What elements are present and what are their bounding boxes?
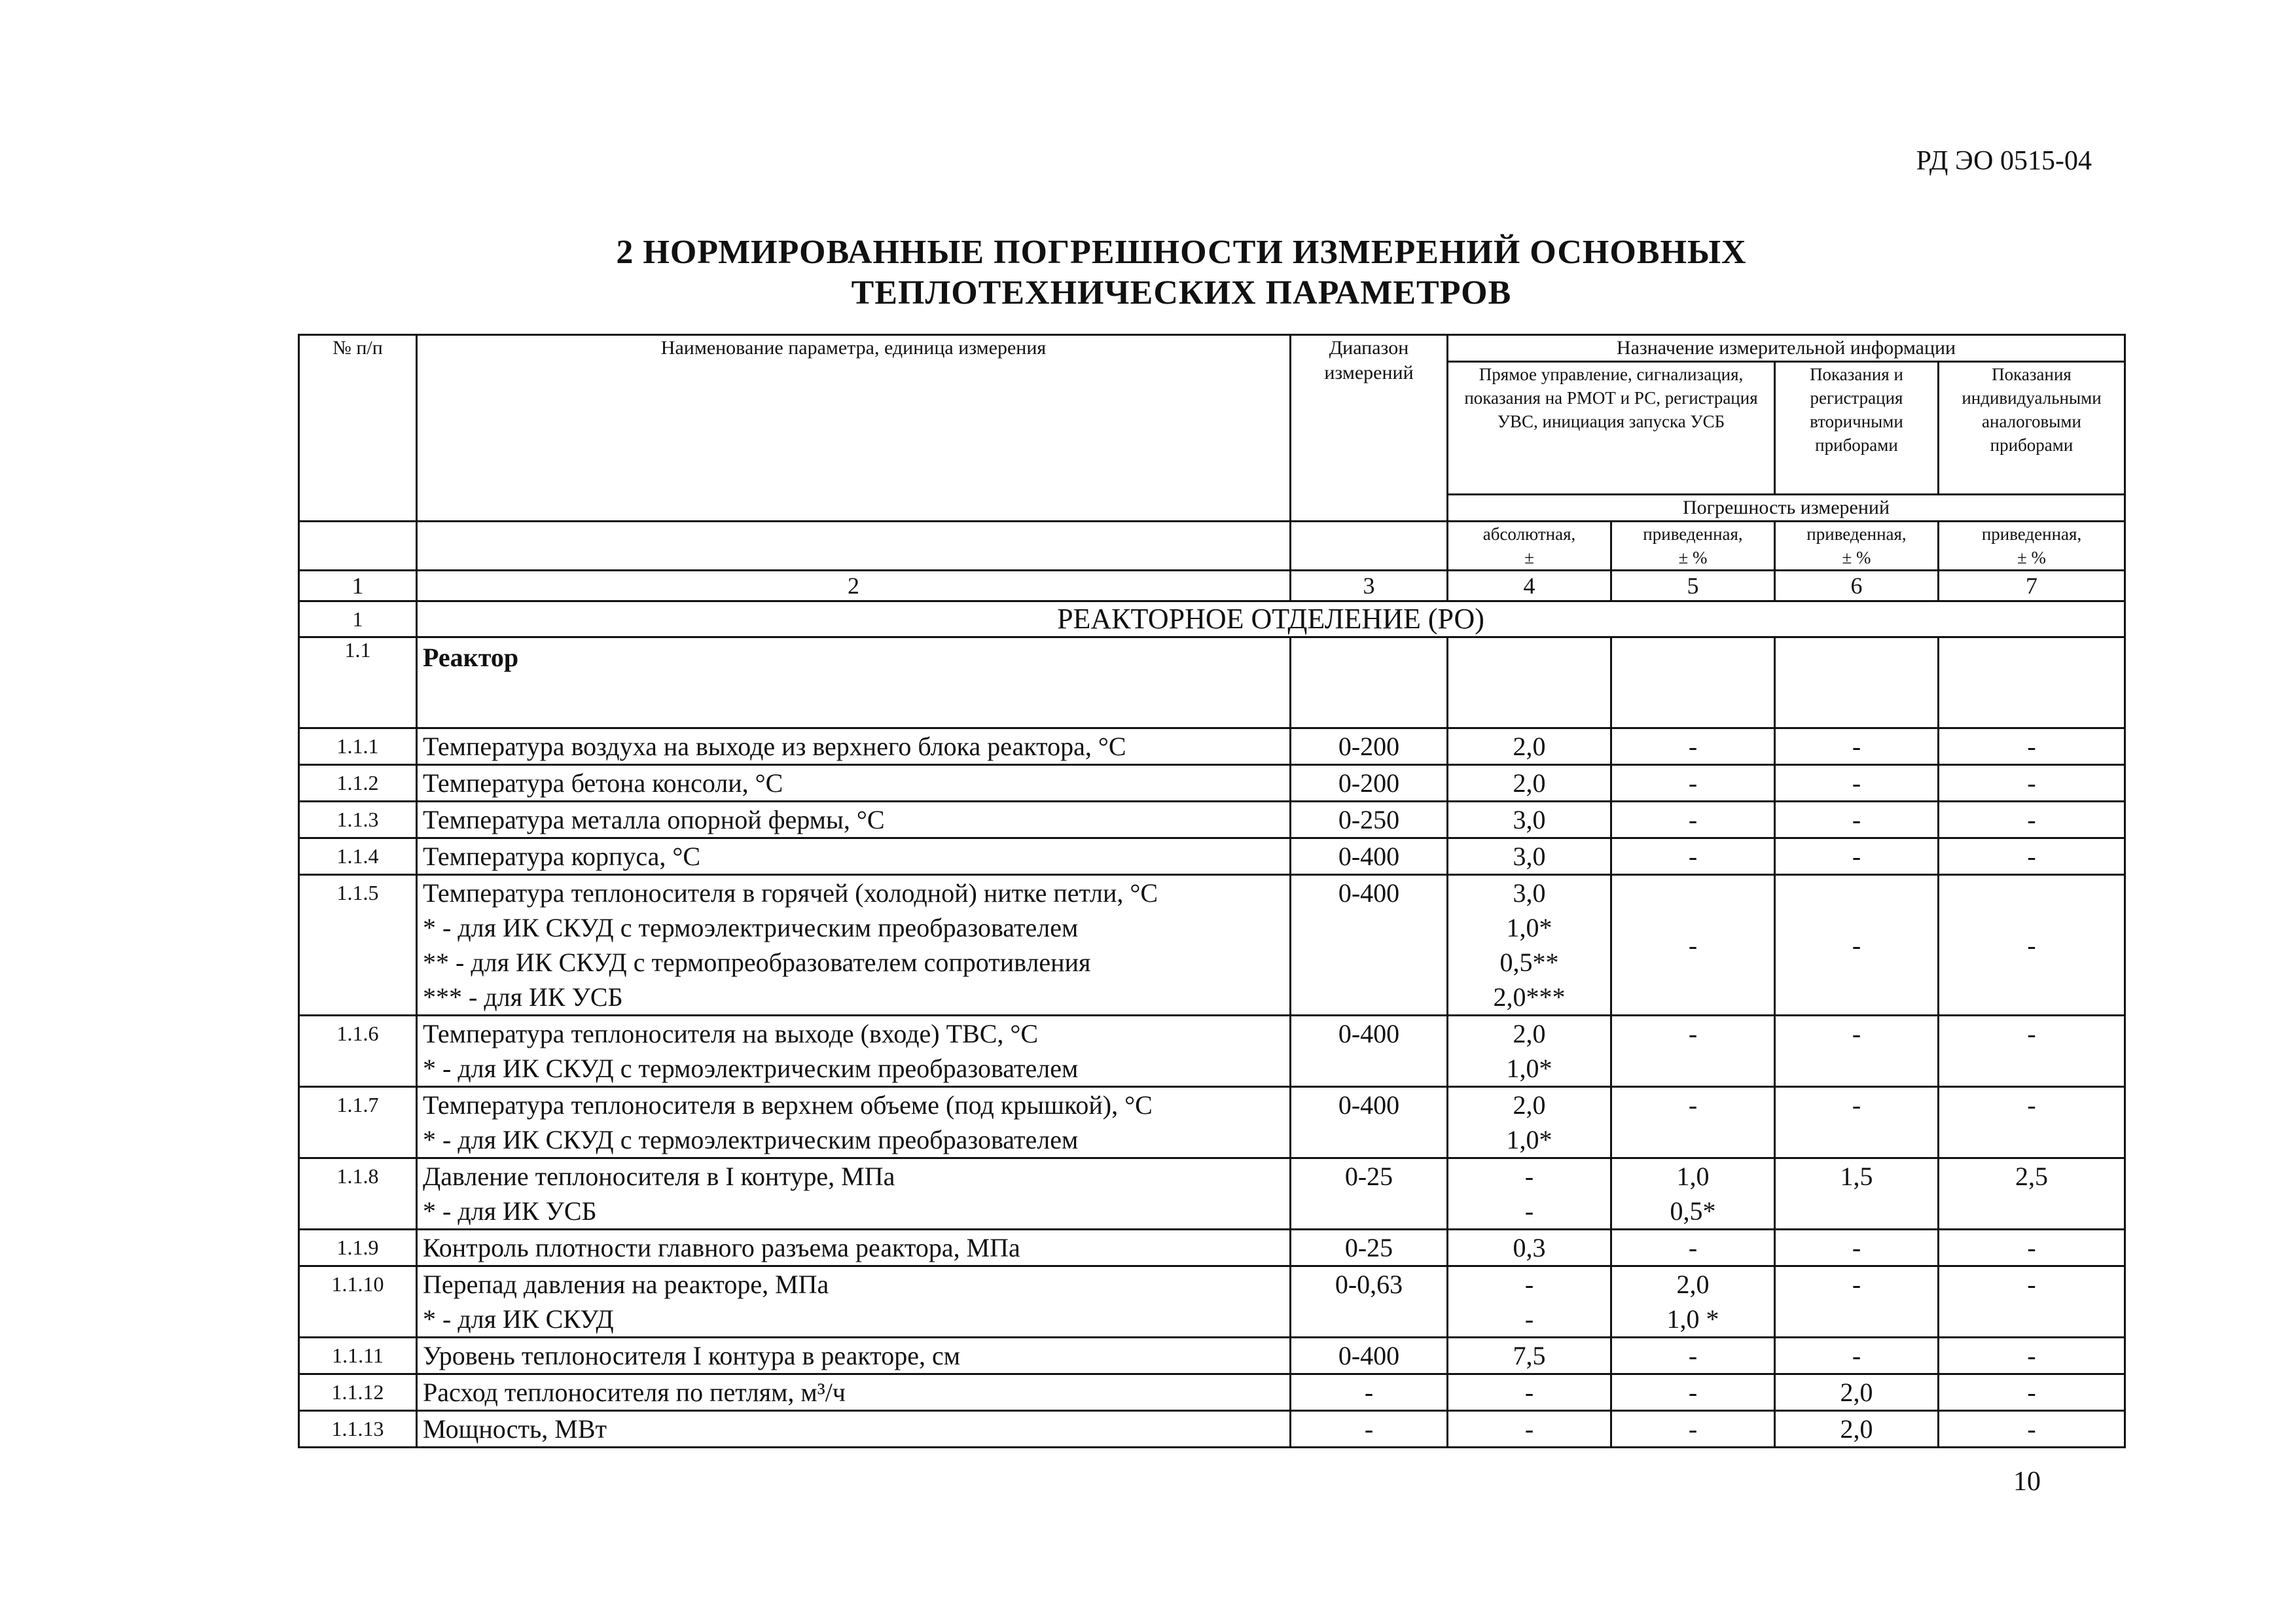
error-reduced-individual — [1939, 1016, 2125, 1087]
error-reduced-individual-line: - — [2027, 805, 2036, 834]
parameter-name — [417, 1266, 1291, 1338]
error-reduced-direct-line: - — [1688, 768, 1698, 798]
table-row — [299, 1016, 2125, 1087]
column-number: 7 — [1939, 571, 2125, 601]
measurement-range: 0-400 — [1291, 875, 1448, 1016]
error-reduced-secondary-line: - — [1852, 1341, 1861, 1370]
error-reduced-individual — [1939, 875, 2125, 1016]
header-reduced-5: приведенная, ± % — [1611, 522, 1775, 571]
row-number: 1.1.6 — [299, 1016, 417, 1087]
parameter-name-line: * - для ИК СКУД с термоэлектрическим преобразователем — [423, 1125, 1079, 1154]
error-reduced-secondary — [1775, 1411, 1939, 1448]
parameter-name-line: *** - для ИК УСБ — [423, 982, 623, 1012]
error-reduced-secondary-line: - — [1852, 1233, 1861, 1262]
error-reduced-individual-line: - — [2027, 1414, 2036, 1444]
error-reduced-individual-line: - — [2027, 768, 2036, 798]
parameter-name — [417, 728, 1291, 765]
header-reduced-7: приведенная, ± % — [1939, 522, 2125, 571]
row-number: 1.1.1 — [299, 728, 417, 765]
error-reduced-direct — [1611, 1087, 1775, 1158]
parameter-name — [417, 1374, 1291, 1411]
parameter-name-line: ** - для ИК СКУД с термопреобразователем сопротивления — [423, 948, 1091, 977]
error-reduced-direct — [1611, 1016, 1775, 1087]
error-absolute — [1448, 875, 1611, 1016]
document-code: РД ЭО 0515-04 — [1916, 146, 2092, 176]
error-absolute-line: - — [1524, 1270, 1534, 1299]
error-reduced-secondary — [1775, 1230, 1939, 1266]
section-row — [299, 601, 2125, 637]
parameter-name-line: * - для ИК СКУД с термоэлектрическим преобразователем — [423, 1054, 1079, 1083]
error-reduced-direct — [1611, 728, 1775, 765]
error-reduced-secondary — [1775, 1266, 1939, 1338]
row-number: 1.1.8 — [299, 1158, 417, 1230]
parameter-name-line: Температура теплоносителя на выходе (входе) ТВС, °С — [423, 1019, 1039, 1048]
parameter-name-line: Температура металла опорной фермы, °С — [423, 805, 885, 834]
parameter-name — [417, 765, 1291, 802]
header-parameter-name: Наименование параметра, единица измерения — [417, 335, 1291, 522]
row-number: 1.1.4 — [299, 838, 417, 875]
error-absolute-line: 1,0* — [1506, 913, 1552, 942]
row-number: 1.1.9 — [299, 1230, 417, 1266]
error-reduced-secondary-line: - — [1852, 930, 1861, 960]
header-absolute: абсолютная, ± — [1448, 522, 1611, 571]
subsection-row — [299, 637, 2125, 728]
row-number: 1.1.2 — [299, 765, 417, 802]
row-number: 1.1.10 — [299, 1266, 417, 1338]
column-number: 6 — [1775, 571, 1939, 601]
error-reduced-secondary-line: 2,0 — [1840, 1378, 1873, 1407]
error-reduced-direct — [1611, 1338, 1775, 1374]
measurement-range: 0-200 — [1291, 765, 1448, 802]
error-reduced-individual — [1939, 1411, 2125, 1448]
error-reduced-individual-line: - — [2027, 842, 2036, 871]
error-absolute-line: 7,5 — [1513, 1341, 1546, 1370]
error-absolute-line: 3,0 — [1513, 878, 1546, 908]
error-reduced-direct-line: - — [1688, 1341, 1698, 1370]
error-reduced-individual — [1939, 765, 2125, 802]
error-absolute — [1448, 1087, 1611, 1158]
table-row — [299, 802, 2125, 838]
error-absolute — [1448, 838, 1611, 875]
measurement-range: - — [1291, 1374, 1448, 1411]
parameter-name — [417, 1158, 1291, 1230]
header-number: № п/п — [299, 335, 417, 522]
error-reduced-secondary — [1775, 875, 1939, 1016]
error-reduced-secondary-line: 1,5 — [1840, 1162, 1873, 1191]
header-purpose-direct: Прямое управление, сигнализация, показания на РМОТ и РС, регистрация УВС, инициация запуска УСБ — [1448, 362, 1775, 495]
error-reduced-secondary — [1775, 802, 1939, 838]
error-reduced-direct — [1611, 1230, 1775, 1266]
error-absolute — [1448, 1016, 1611, 1087]
error-absolute — [1448, 765, 1611, 802]
header-purpose-individual: Показания индивидуальными аналоговыми приборами — [1939, 362, 2125, 495]
parameter-name — [417, 1016, 1291, 1087]
error-reduced-direct — [1611, 802, 1775, 838]
parameter-name — [417, 1411, 1291, 1448]
table-body — [299, 571, 2125, 1448]
row-number: 1.1.13 — [299, 1411, 417, 1448]
error-reduced-individual — [1939, 1087, 2125, 1158]
table-row — [299, 1158, 2125, 1230]
error-reduced-secondary — [1775, 1338, 1939, 1374]
measurement-range: - — [1291, 1411, 1448, 1448]
parameter-name-line: Температура теплоносителя в верхнем объеме (под крышкой), °С — [423, 1090, 1153, 1120]
error-reduced-secondary — [1775, 765, 1939, 802]
error-reduced-secondary — [1775, 838, 1939, 875]
error-absolute-line: 2,0 — [1513, 1019, 1546, 1048]
header-reduced-6: приведенная, ± % — [1775, 522, 1939, 571]
table-row — [299, 765, 2125, 802]
parameter-name-line: Давление теплоносителя в I контуре, МПа — [423, 1162, 895, 1191]
error-reduced-individual — [1939, 1266, 2125, 1338]
parameter-name — [417, 1230, 1291, 1266]
error-reduced-individual — [1939, 1374, 2125, 1411]
parameter-name-line: Контроль плотности главного разъема реактора, МПа — [423, 1233, 1020, 1262]
section-number: 1 — [299, 601, 417, 637]
title-line-2: ТЕПЛОТЕХНИЧЕСКИХ ПАРАМЕТРОВ — [851, 274, 1512, 312]
measurement-range: 0-200 — [1291, 728, 1448, 765]
error-reduced-direct-line: - — [1688, 930, 1698, 960]
error-reduced-direct — [1611, 1374, 1775, 1411]
parameter-name-line: Расход теплоносителя по петлям, м³/ч — [423, 1378, 846, 1407]
error-reduced-secondary-line: - — [1852, 1270, 1861, 1299]
parameter-name-line: * - для ИК СКУД — [423, 1304, 614, 1334]
error-reduced-individual-line: - — [2027, 1270, 2036, 1299]
column-number: 3 — [1291, 571, 1448, 601]
error-reduced-individual — [1939, 1158, 2125, 1230]
error-reduced-direct-line: - — [1688, 1090, 1698, 1120]
parameter-name — [417, 838, 1291, 875]
error-reduced-direct — [1611, 875, 1775, 1016]
parameter-name — [417, 1087, 1291, 1158]
table-row — [299, 1338, 2125, 1374]
parameter-name-line: Температура бетона консоли, °С — [423, 768, 783, 798]
error-absolute — [1448, 1230, 1611, 1266]
error-reduced-direct — [1611, 1158, 1775, 1230]
row-number: 1.1.12 — [299, 1374, 417, 1411]
parameter-name-line: Мощность, МВт — [423, 1414, 607, 1444]
error-reduced-direct-line: 1,0 * — [1666, 1304, 1719, 1334]
measurement-range: 0-400 — [1291, 1087, 1448, 1158]
table-row — [299, 1230, 2125, 1266]
subsection-number: 1.1 — [299, 637, 417, 728]
error-reduced-direct-line: - — [1688, 1378, 1698, 1407]
error-absolute-line: - — [1524, 1304, 1534, 1334]
row-number: 1.1.3 — [299, 802, 417, 838]
column-number: 1 — [299, 571, 417, 601]
error-reduced-individual — [1939, 1338, 2125, 1374]
error-reduced-individual-line: - — [2027, 930, 2036, 960]
error-absolute-line: 0,5** — [1499, 948, 1559, 977]
error-reduced-secondary — [1775, 1374, 1939, 1411]
error-reduced-individual-line: - — [2027, 1233, 2036, 1262]
error-reduced-individual-line: 2,5 — [2015, 1162, 2048, 1191]
error-reduced-secondary-line: - — [1852, 768, 1861, 798]
row-number: 1.1.5 — [299, 875, 417, 1016]
section-title: РЕАКТОРНОЕ ОТДЕЛЕНИЕ (РО) — [417, 601, 2125, 637]
error-absolute — [1448, 802, 1611, 838]
error-reduced-secondary-line: 2,0 — [1840, 1414, 1873, 1444]
measurement-range: 0-400 — [1291, 1016, 1448, 1087]
error-absolute-line: 1,0* — [1506, 1054, 1552, 1083]
error-reduced-secondary — [1775, 1087, 1939, 1158]
error-reduced-direct-line: - — [1688, 842, 1698, 871]
title-line-1: 2 НОРМИРОВАННЫЕ ПОГРЕШНОСТИ ИЗМЕРЕНИЙ ОСНОВНЫХ — [616, 234, 1747, 271]
error-absolute-line: - — [1524, 1162, 1534, 1191]
error-reduced-direct — [1611, 1411, 1775, 1448]
parameter-name — [417, 875, 1291, 1016]
table-row — [299, 875, 2125, 1016]
error-reduced-secondary — [1775, 1158, 1939, 1230]
table-row — [299, 838, 2125, 875]
error-reduced-direct-line: 0,5* — [1670, 1196, 1716, 1226]
subsection-title: Реактор — [417, 637, 1291, 728]
error-absolute-line: 2,0 — [1513, 732, 1546, 761]
parameter-name-line: * - для ИК УСБ — [423, 1196, 597, 1226]
column-number: 5 — [1611, 571, 1775, 601]
error-reduced-direct-line: - — [1688, 1019, 1698, 1048]
error-reduced-direct-line: - — [1688, 1233, 1698, 1262]
error-reduced-secondary-line: - — [1852, 842, 1861, 871]
error-absolute — [1448, 1158, 1611, 1230]
error-absolute — [1448, 1338, 1611, 1374]
parameter-name-line: Уровень теплоносителя I контура в реакторе, см — [423, 1341, 961, 1370]
error-reduced-secondary — [1775, 1016, 1939, 1087]
error-reduced-direct — [1611, 765, 1775, 802]
measurement-range: 0-25 — [1291, 1158, 1448, 1230]
error-absolute-line: 0,3 — [1513, 1233, 1546, 1262]
error-absolute — [1448, 1266, 1611, 1338]
measurement-range: 0-250 — [1291, 802, 1448, 838]
table-row — [299, 1087, 2125, 1158]
error-absolute — [1448, 728, 1611, 765]
error-reduced-direct — [1611, 1266, 1775, 1338]
error-reduced-individual-line: - — [2027, 1090, 2036, 1120]
measurement-range: 0-0,63 — [1291, 1266, 1448, 1338]
table-row — [299, 728, 2125, 765]
error-absolute-line: 3,0 — [1513, 805, 1546, 834]
parameter-name-line: Перепад давления на реакторе, МПа — [423, 1270, 829, 1299]
error-absolute — [1448, 1411, 1611, 1448]
parameter-name-line: Температура теплоносителя в горячей (холодной) нитке петли, °С — [423, 878, 1158, 908]
error-reduced-individual-line: - — [2027, 1378, 2036, 1407]
parameter-name-line: Температура корпуса, °С — [423, 842, 701, 871]
measurement-range: 0-400 — [1291, 838, 1448, 875]
measurement-range: 0-400 — [1291, 1338, 1448, 1374]
column-number: 2 — [417, 571, 1291, 601]
error-reduced-direct — [1611, 838, 1775, 875]
error-reduced-direct-line: - — [1688, 805, 1698, 834]
table-row — [299, 1411, 2125, 1448]
error-reduced-individual — [1939, 838, 2125, 875]
column-number: 4 — [1448, 571, 1611, 601]
table-row — [299, 1374, 2125, 1411]
measurement-range: 0-25 — [1291, 1230, 1448, 1266]
table-row — [299, 1266, 2125, 1338]
table-header — [299, 335, 2125, 571]
error-absolute-line: 2,0 — [1513, 768, 1546, 798]
error-reduced-secondary-line: - — [1852, 732, 1861, 761]
error-reduced-individual — [1939, 1230, 2125, 1266]
row-number: 1.1.11 — [299, 1338, 417, 1374]
column-numbers-row — [299, 571, 2125, 601]
error-absolute-line: 2,0*** — [1493, 982, 1566, 1012]
error-reduced-secondary — [1775, 728, 1939, 765]
header-purpose-secondary: Показания и регистрация вторичными приборами — [1775, 362, 1939, 495]
error-absolute-line: - — [1524, 1196, 1534, 1226]
error-reduced-direct-line: - — [1688, 1414, 1698, 1444]
error-reduced-individual-line: - — [2027, 732, 2036, 761]
error-absolute-line: 2,0 — [1513, 1090, 1546, 1120]
error-absolute — [1448, 1374, 1611, 1411]
header-error: Погрешность измерений — [1448, 495, 2125, 522]
error-reduced-direct-line: - — [1688, 732, 1698, 761]
error-reduced-individual — [1939, 802, 2125, 838]
header-purpose: Назначение измерительной информации — [1448, 335, 2125, 362]
row-number: 1.1.7 — [299, 1087, 417, 1158]
error-absolute-line: 1,0* — [1506, 1125, 1552, 1154]
parameter-name-line: * - для ИК СКУД с термоэлектрическим преобразователем — [423, 913, 1079, 942]
error-reduced-individual — [1939, 728, 2125, 765]
page-title — [0, 232, 2296, 313]
error-absolute-line: - — [1524, 1378, 1534, 1407]
error-reduced-secondary-line: - — [1852, 1019, 1861, 1048]
error-reduced-direct-line: 2,0 — [1676, 1270, 1710, 1299]
error-absolute-line: - — [1524, 1414, 1534, 1444]
parameter-name-line: Температура воздуха на выходе из верхнего блока реактора, °С — [423, 732, 1126, 761]
error-reduced-individual-line: - — [2027, 1341, 2036, 1370]
error-reduced-secondary-line: - — [1852, 805, 1861, 834]
error-reduced-secondary-line: - — [1852, 1090, 1861, 1120]
parameter-name — [417, 1338, 1291, 1374]
errors-table — [298, 334, 2126, 1448]
error-reduced-direct-line: 1,0 — [1676, 1162, 1710, 1191]
header-range: Диапазон измерений — [1291, 335, 1448, 522]
error-absolute-line: 3,0 — [1513, 842, 1546, 871]
page-number: 10 — [2013, 1467, 2041, 1497]
error-reduced-individual-line: - — [2027, 1019, 2036, 1048]
parameter-name — [417, 802, 1291, 838]
